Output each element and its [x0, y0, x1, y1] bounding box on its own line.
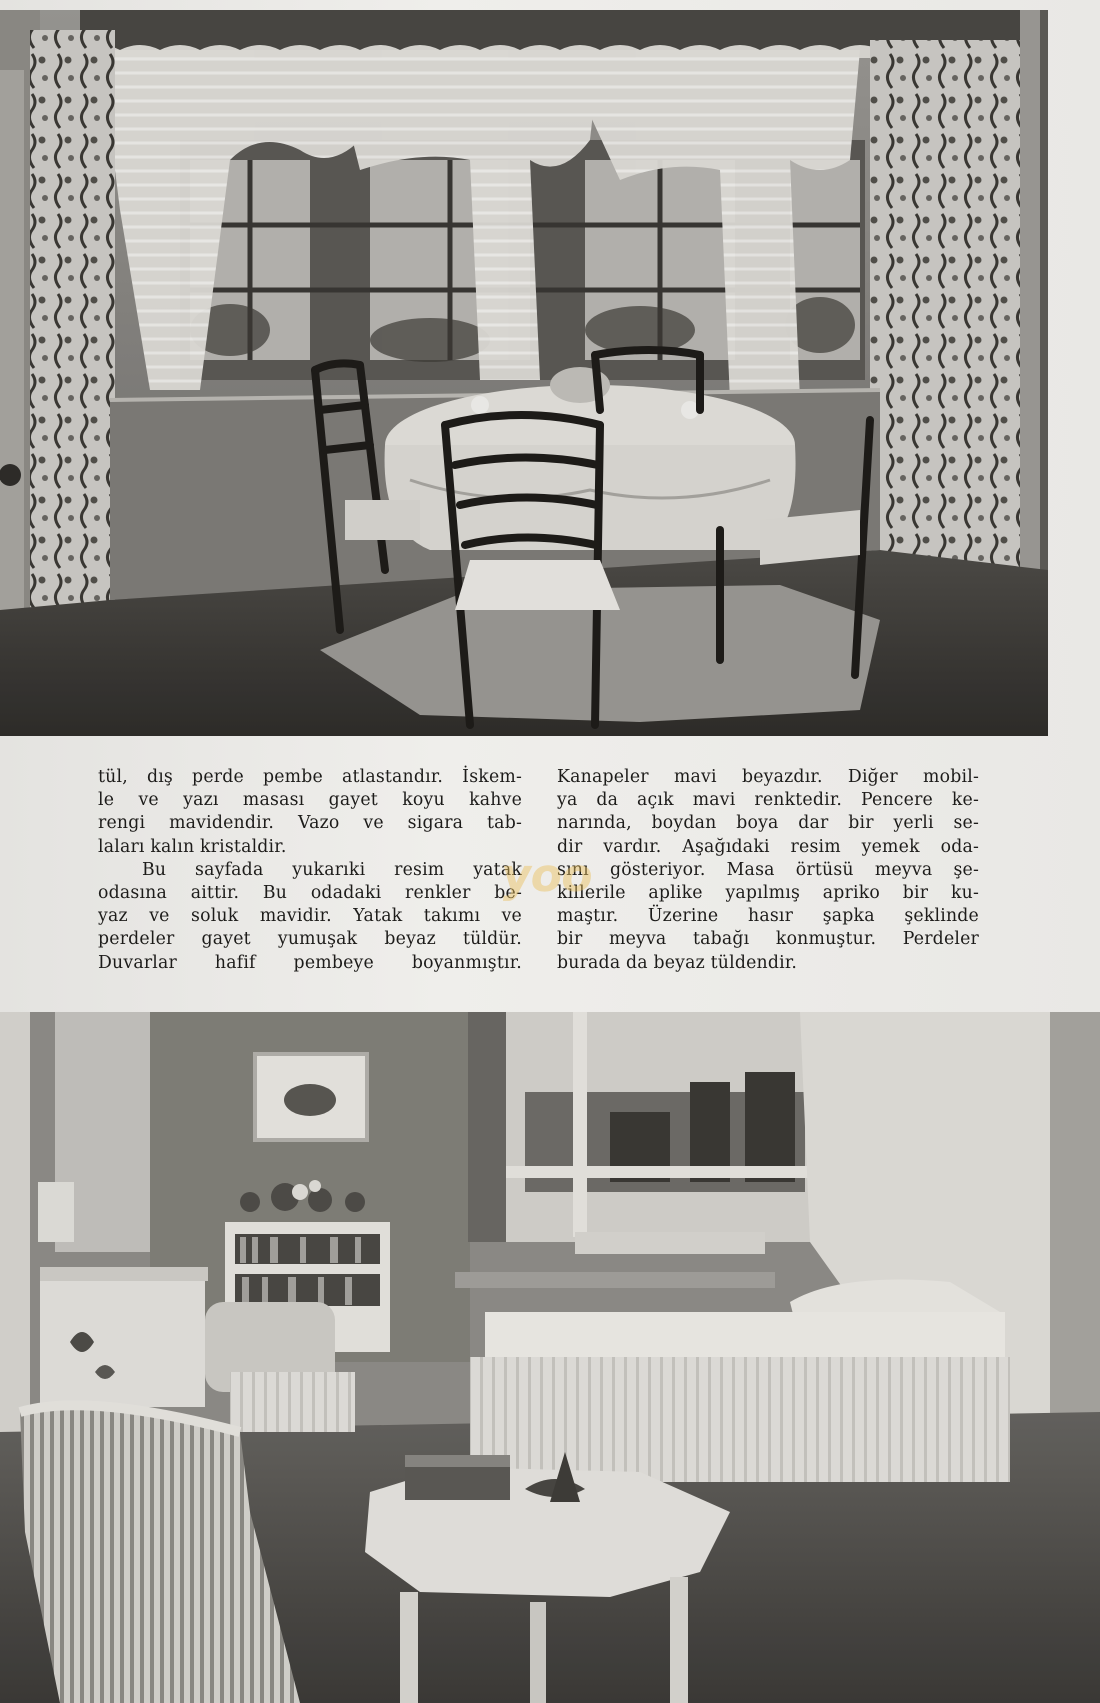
text-line: le ve yazı masası gayet koyu kahve	[98, 790, 522, 811]
bedroom-illustration	[0, 1012, 1100, 1703]
article-column-left	[98, 766, 522, 975]
watermark-logo: yoo	[498, 848, 596, 902]
text-line: burada da beyaz tüldendir.	[557, 952, 798, 973]
text-line: rengi mavidendir. Vazo ve sigara tab-	[98, 813, 522, 834]
text-line: Kanapeler mavi beyazdır. Diğer mobil-	[557, 767, 979, 787]
text-line: laları kalın kristaldir.	[98, 836, 287, 857]
text-line: killerile aplike yapılmış apriko bir ku-	[557, 883, 979, 904]
text-line: dir vardır. Aşağıdaki resim yemek oda-	[557, 836, 979, 857]
text-line: odasına aittir. Bu odadaki renkler be-	[98, 883, 522, 904]
text-line: Bu sayfada yukarıki resim yatak	[142, 859, 522, 880]
text-line: bir meyva tabağı konmuştur. Perdeler	[557, 929, 979, 950]
article-column-right	[557, 766, 979, 975]
dining-room-photo	[0, 10, 1048, 736]
text-line: sını gösteriyor. Masa örtüsü meyva şe-	[557, 859, 979, 880]
dining-room-illustration	[0, 10, 1048, 736]
text-line: ya da açık mavi renktedir. Pencere ke-	[557, 790, 979, 811]
text-line: yaz ve soluk mavidir. Yatak takımı ve	[98, 906, 522, 927]
text-line: Duvarlar hafif pembeye boyanmıştır.	[98, 952, 522, 973]
text-line: maştır. Üzerine hasır şapka şeklinde	[557, 906, 979, 927]
text-line: perdeler gayet yumuşak beyaz tüldür.	[98, 929, 522, 950]
bedroom-photo	[0, 1012, 1100, 1703]
text-line: narında, boydan boya dar bir yerli se-	[557, 813, 979, 834]
text-line: tül, dış perde pembe atlastandır. İskem-	[98, 767, 522, 787]
